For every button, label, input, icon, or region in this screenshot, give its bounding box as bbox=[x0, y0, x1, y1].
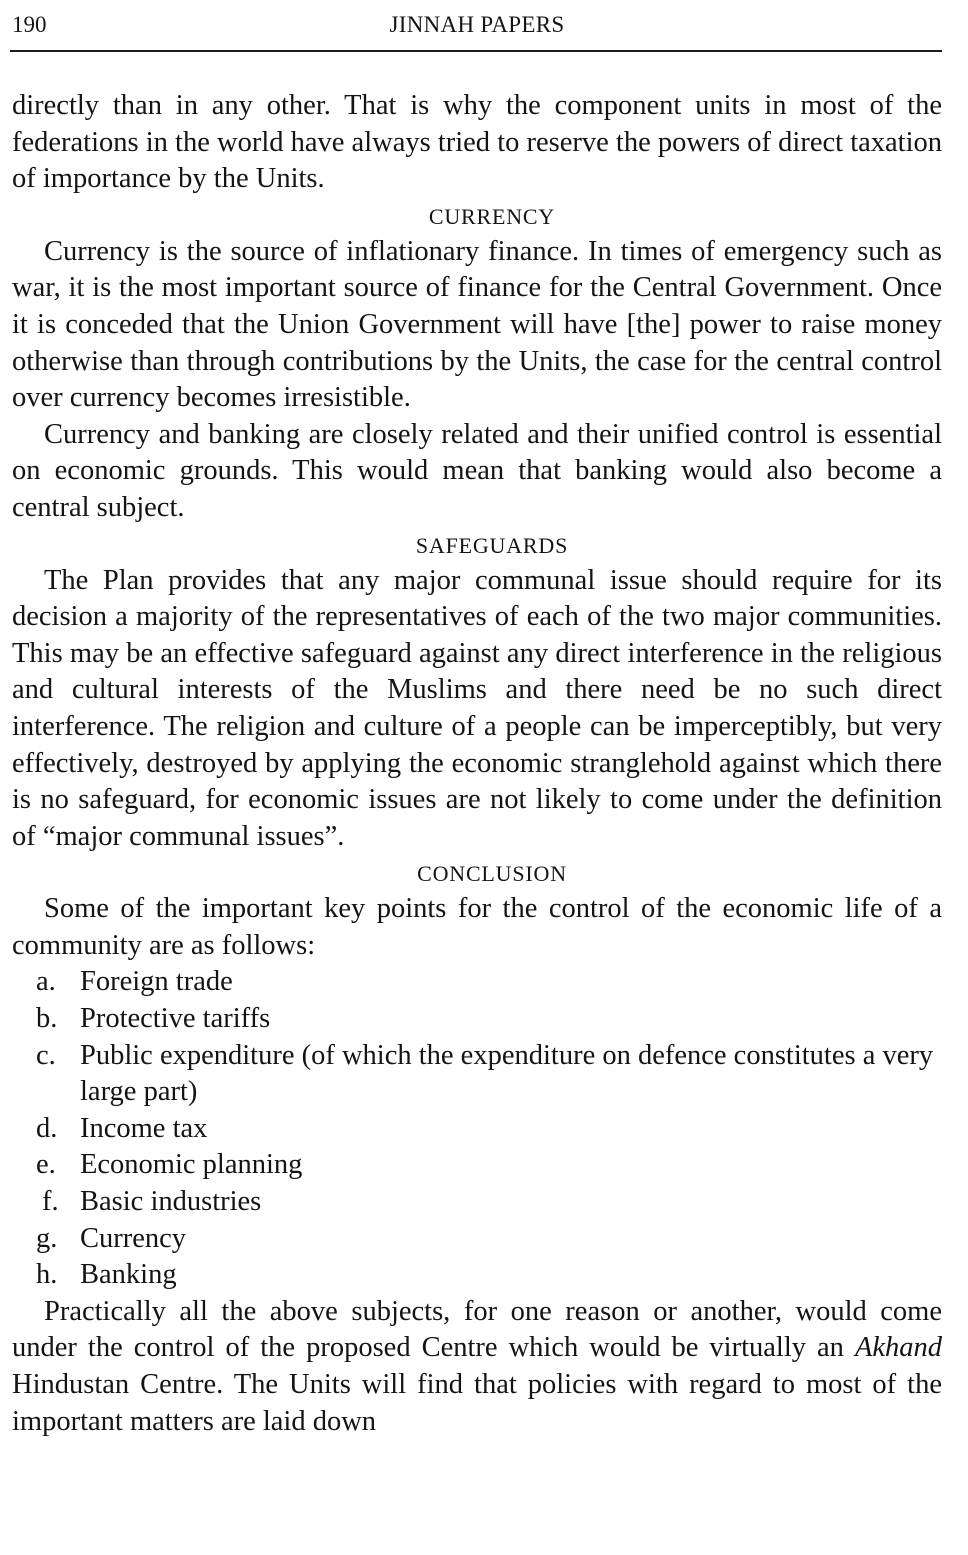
key-points-list bbox=[12, 964, 942, 1293]
list-item bbox=[12, 964, 942, 1001]
page-body bbox=[12, 88, 942, 1440]
list-item-marker: c. bbox=[36, 1039, 56, 1071]
list-item bbox=[12, 1184, 942, 1221]
list-item-text: Banking bbox=[80, 1259, 177, 1291]
list-item-marker: e. bbox=[36, 1149, 56, 1181]
list-item bbox=[12, 1001, 942, 1038]
list-item bbox=[12, 1257, 942, 1294]
safeguards-paragraph: The Plan provides that any major communal issue should require for its decision a majority of the representatives of each of the two major communities. This may be an effective safeguard against any direct interference in the religious and cultural interests of the Muslims and there need be no such direct interference. The religion and culture of a people can be imperceptibly, but very effectively, destroyed by applying the economic stranglehold against which there is no safeguard, for economic issues are not likely to come under the definition of “major communal issues”. bbox=[12, 564, 942, 852]
list-item-marker: h. bbox=[36, 1259, 58, 1291]
closing-text-start: Practically all the above subjects, for one reason or another, would come under the control of the proposed Centre which would be virtually an bbox=[12, 1295, 942, 1364]
list-item-marker: d. bbox=[36, 1112, 58, 1144]
list-item bbox=[12, 1038, 942, 1111]
currency-paragraph-1: Currency is the source of inflationary finance. In times of emergency such as war, it is the most important source of finance for the Central Government. Once it is conceded that the Union Government will have [the] power to raise money otherwise than through contributions by the Units, the case for the central control over currency becomes irresistible. bbox=[12, 235, 942, 414]
list-item-text: Foreign trade bbox=[80, 966, 233, 998]
list-item-text: Basic industries bbox=[80, 1186, 262, 1218]
closing-text-italic: Akhand bbox=[854, 1332, 942, 1364]
list-item-text: Income tax bbox=[80, 1112, 208, 1144]
header-rule bbox=[10, 50, 942, 52]
conclusion-intro: Some of the important key points for the control of the economic life of a community are as follows: bbox=[12, 893, 942, 961]
list-item bbox=[12, 1147, 942, 1184]
list-item-marker: g. bbox=[36, 1222, 58, 1254]
intro-paragraph: directly than in any other. That is why the component units in most of the federations in the world have always tried to reserve the powers of direct taxation of importance by the Units. bbox=[12, 90, 942, 195]
running-title: JINNAH PAPERS bbox=[389, 12, 565, 37]
section-heading-conclusion: CONCLUSION bbox=[417, 861, 567, 887]
list-item bbox=[12, 1111, 942, 1148]
conclusion-closing-paragraph bbox=[12, 1294, 942, 1440]
section-heading-currency: CURRENCY bbox=[428, 203, 556, 229]
closing-text-end: Hindustan Centre. The Units will find that policies with regard to most of the important matters are laid down bbox=[12, 1369, 942, 1437]
list-item-text: Economic planning bbox=[80, 1149, 303, 1181]
list-item-marker: b. bbox=[36, 1003, 58, 1035]
section-heading-safeguards: SAFEGUARDS bbox=[415, 532, 569, 558]
list-item-text: Currency bbox=[80, 1222, 187, 1254]
list-item-text: Public expenditure (of which the expenditure on defence constitutes a very large part) bbox=[80, 1039, 934, 1108]
list-item-marker: f. bbox=[42, 1186, 59, 1218]
currency-paragraph-2: Currency and banking are closely related and their unified control is essential on economic grounds. This would mean that banking would also become a central subject. bbox=[12, 418, 942, 523]
page-header bbox=[12, 6, 942, 46]
list-item-marker: a. bbox=[36, 966, 56, 998]
list-item bbox=[12, 1221, 942, 1258]
page-number: 190 bbox=[12, 12, 47, 37]
list-item-text: Protective tariffs bbox=[80, 1003, 271, 1035]
